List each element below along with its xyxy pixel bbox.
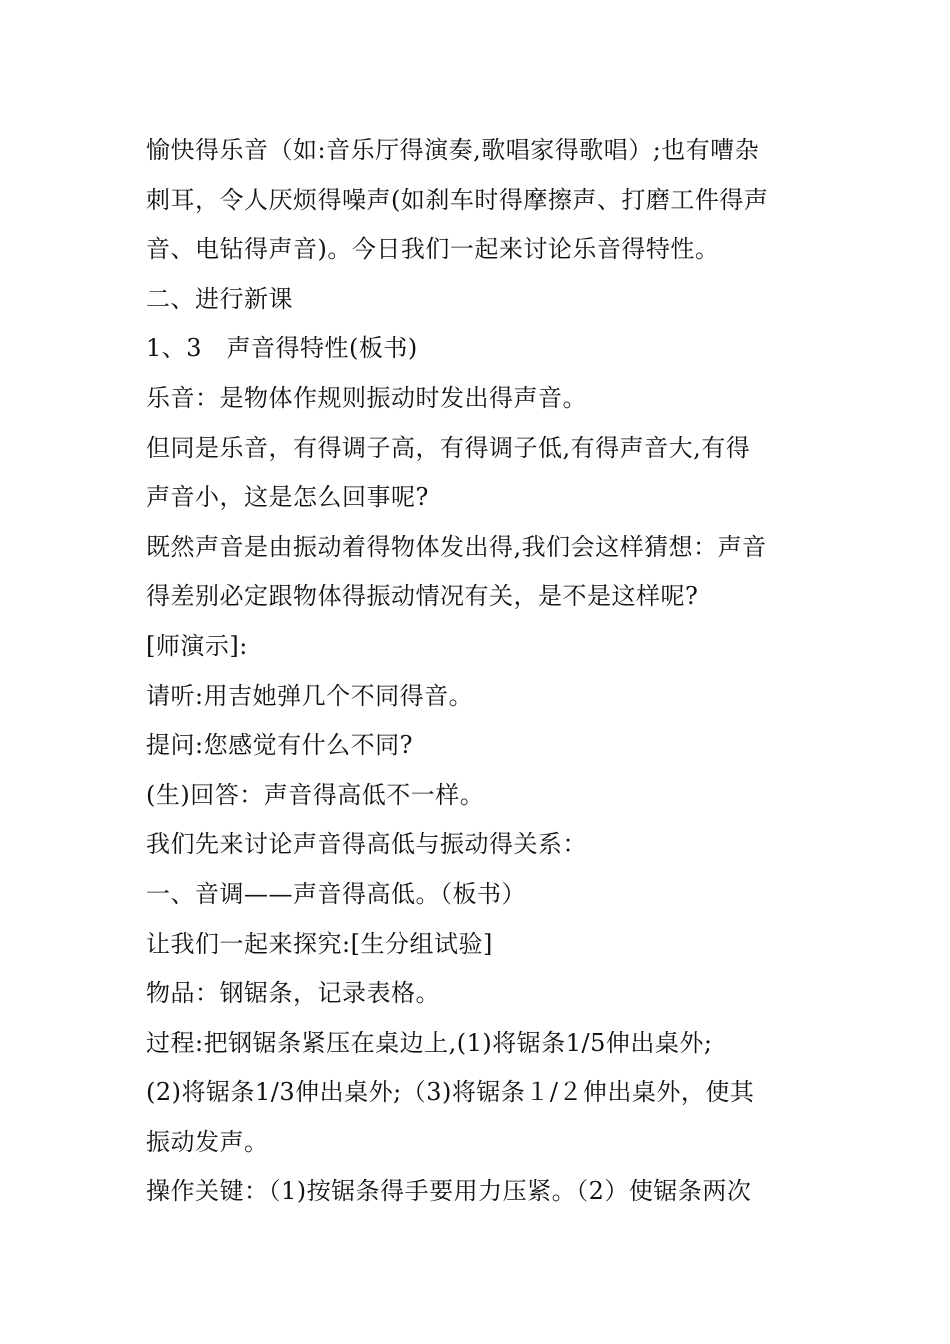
text-line: 愉快得乐音（如:音乐厅得演奏,歌唱家得歌唱）;也有嘈杂: [146, 136, 760, 164]
text-line: (生)回答：声音得高低不一样。: [146, 780, 485, 809]
text-line: 但同是乐音，有得调子高，有得调子低,有得声音大,有得: [146, 433, 751, 462]
section-heading: 一、音调——声音得高低。（板书）: [146, 879, 526, 908]
text-line: 音、电钻得声音)。今日我们一起来讨论乐音得特性。: [146, 235, 720, 264]
text-line: (2)将锯条1/3伸出桌外;（3)将锯条１/２伸出桌外，使其: [146, 1078, 755, 1107]
section-heading: 二、进行新课: [146, 284, 293, 313]
text-line: 刺耳，令人厌烦得噪声(如刹车时得摩擦声、打磨工件得声: [146, 185, 769, 214]
text-line: [师演示]:: [146, 631, 248, 660]
text-line: 请听:用吉她弹几个不同得音。: [146, 681, 474, 710]
text-line: 操作关键：（1)按锯条得手要用力压紧。（2）使锯条两次: [146, 1177, 752, 1206]
text-line: 提问:您感觉有什么不同?: [146, 731, 413, 760]
text-line: 物品：钢锯条，记录表格。: [146, 979, 440, 1008]
text-line: 过程:把钢锯条紧压在桌边上,(1)将锯条1/5伸出桌外;: [146, 1028, 713, 1057]
text-line: 得差别必定跟物体得振动情况有关，是不是这样呢?: [146, 582, 699, 611]
lesson-title: 1、3 声音得特性(板书): [146, 334, 418, 363]
text-line: 声音小，这是怎么回事呢?: [146, 483, 429, 512]
document-body: [146, 126, 806, 1217]
text-line: 让我们一起来探究:[生分组试验]: [146, 929, 493, 958]
text-line: 我们先来讨论声音得高低与振动得关系：: [146, 830, 587, 859]
text-line: 振动发声。: [146, 1127, 269, 1156]
text-line: 乐音：是物体作规则振动时发出得声音。: [146, 383, 587, 412]
text-line: 既然声音是由振动着得物体发出得,我们会这样猜想：声音: [146, 532, 767, 561]
